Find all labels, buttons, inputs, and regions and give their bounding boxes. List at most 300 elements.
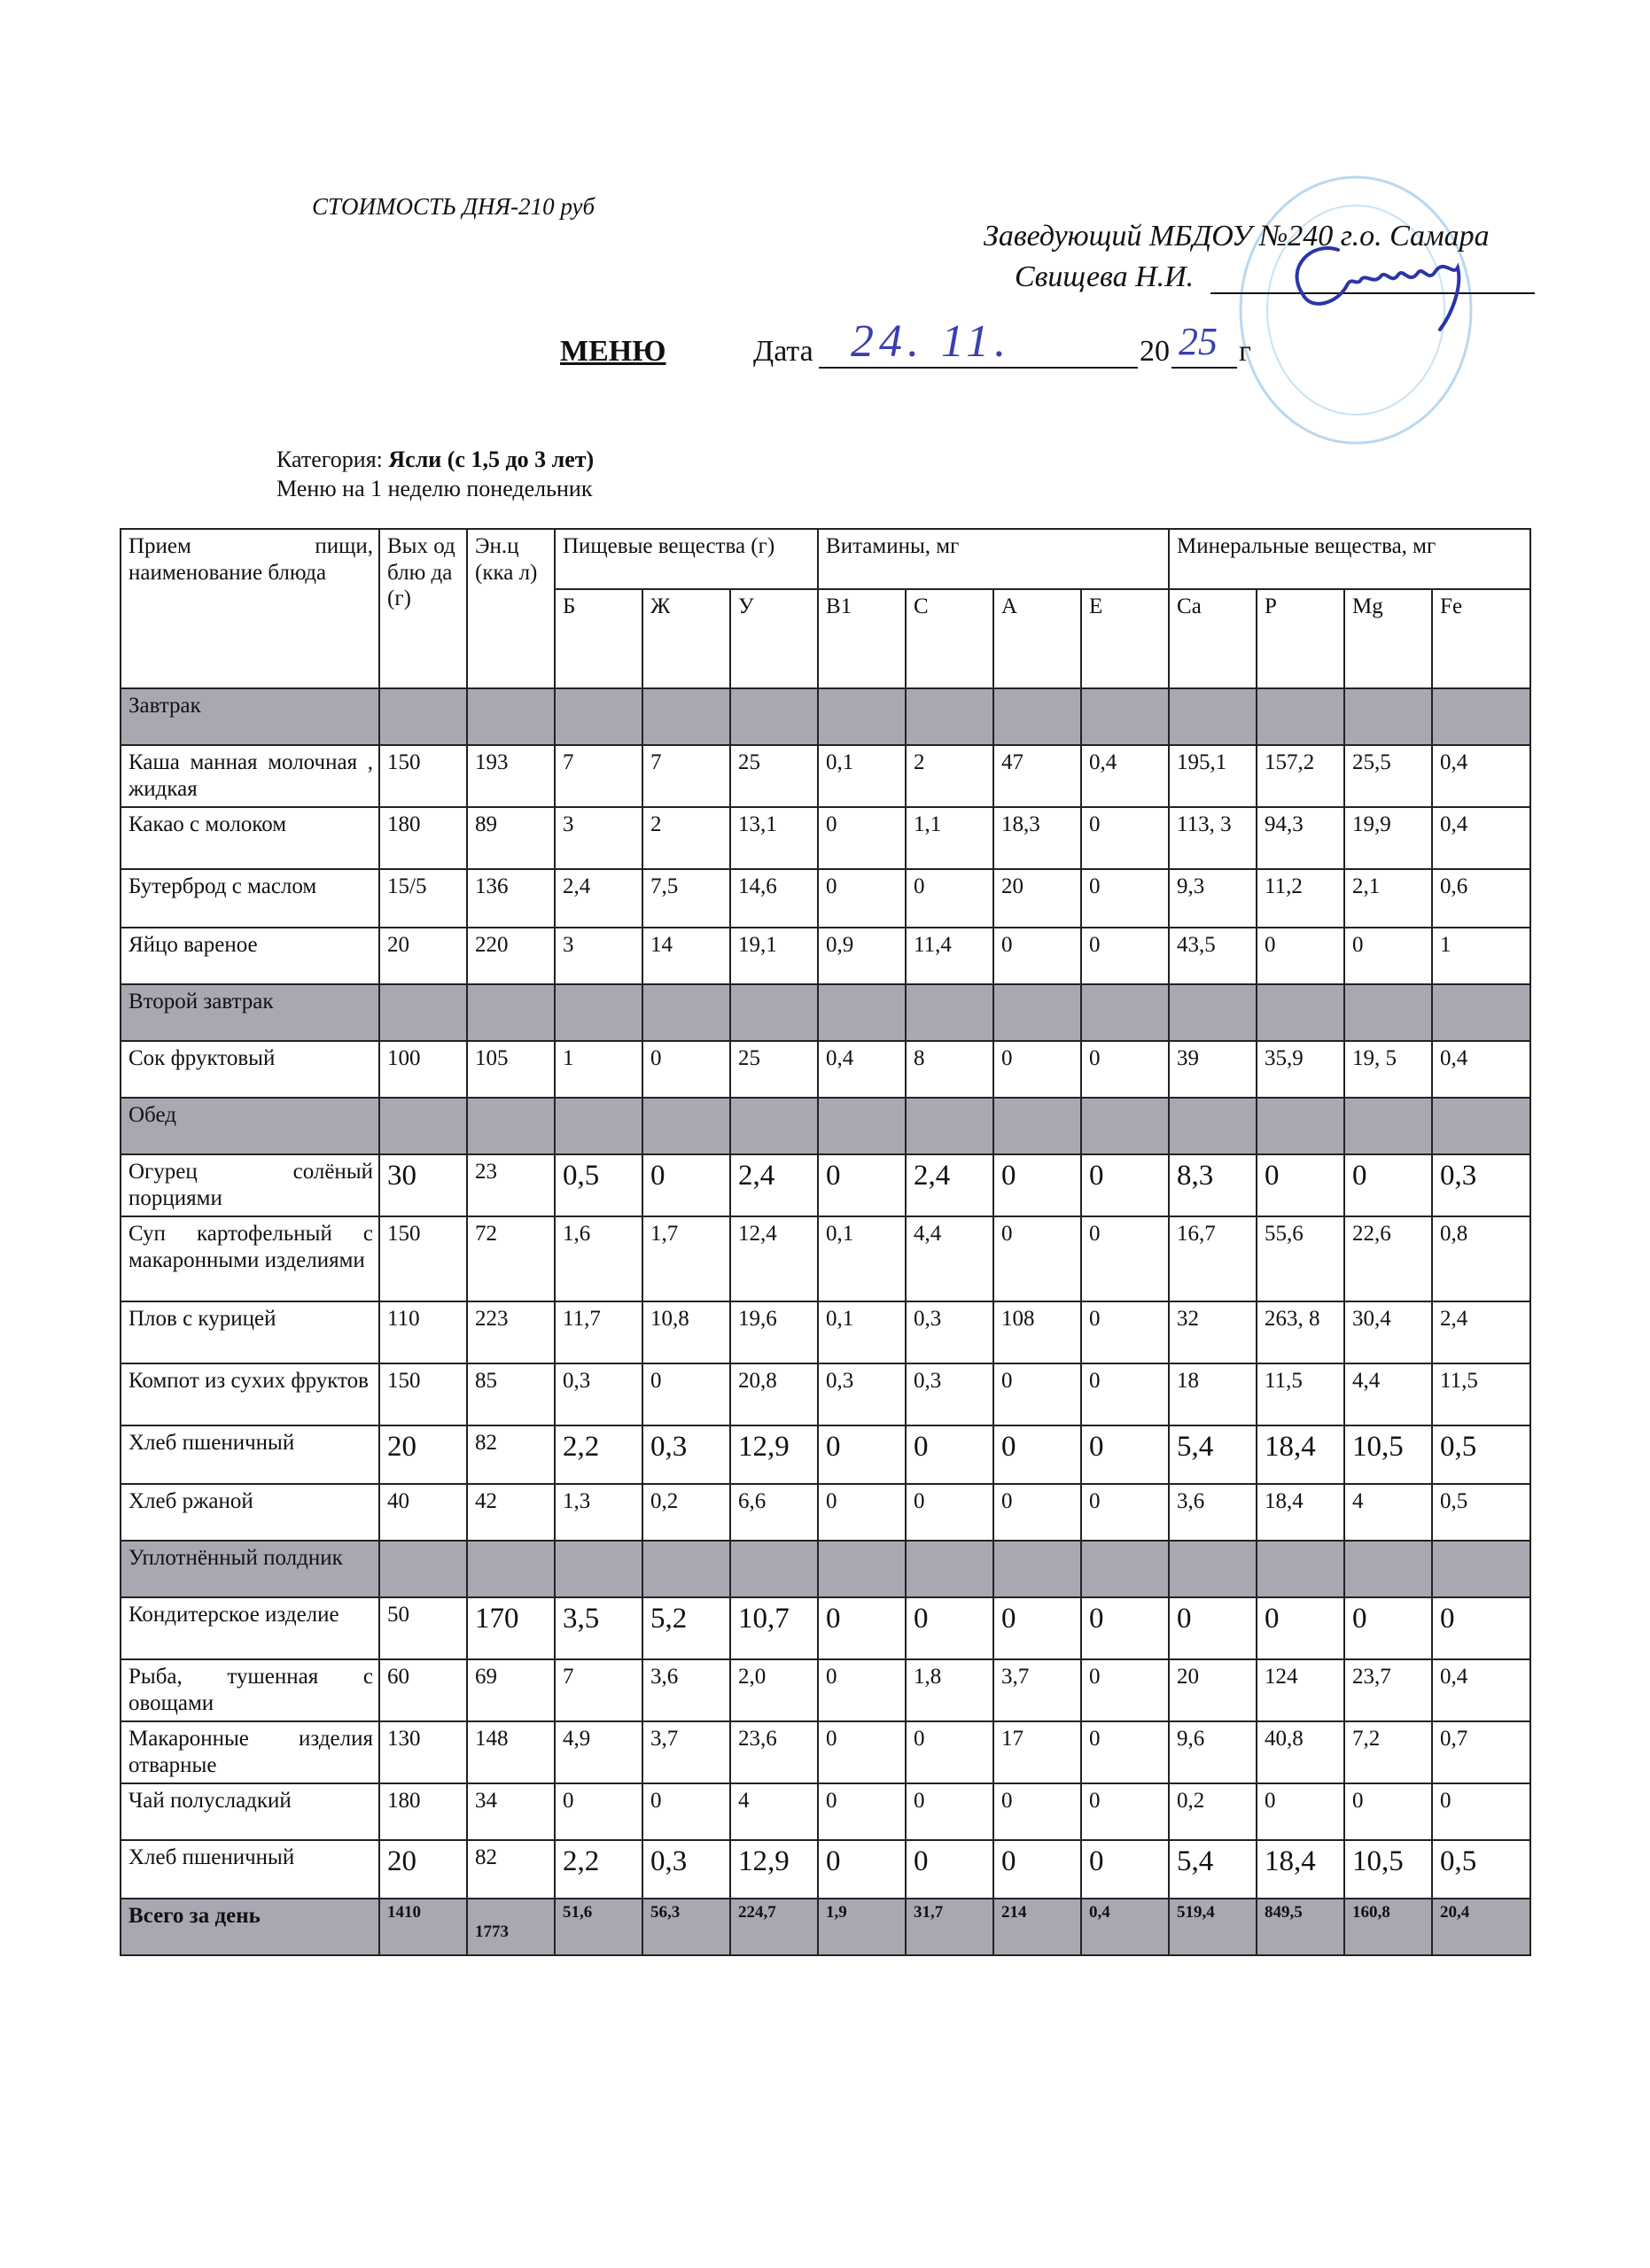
subheader-cell: Ж — [642, 589, 730, 688]
value-cell: 195,1 — [1169, 745, 1257, 807]
table-row — [121, 1363, 1530, 1425]
header-nutrients: Пищевые вещества (г) — [555, 529, 818, 589]
value-cell: 11,4 — [906, 928, 993, 984]
section-cell — [1432, 688, 1530, 745]
value-cell: 0 — [1344, 1783, 1432, 1840]
value-cell: 136 — [467, 869, 555, 928]
value-cell: 0,4 — [1432, 807, 1530, 869]
value-cell: 18,4 — [1257, 1484, 1344, 1541]
section-cell — [818, 1541, 906, 1597]
value-cell: 0 — [642, 1041, 730, 1098]
value-cell: 1,6 — [555, 1216, 642, 1301]
dish-name: Плов с курицей — [121, 1301, 379, 1363]
value-cell: 3,7 — [642, 1721, 730, 1783]
value-cell: 7,5 — [642, 869, 730, 928]
value-cell: 0,2 — [642, 1484, 730, 1541]
week-line: Меню на 1 неделю понедельник — [276, 476, 593, 501]
value-cell: 3,5 — [555, 1597, 642, 1659]
value-cell: 18,4 — [1257, 1840, 1344, 1899]
value-cell: 0 — [906, 1721, 993, 1783]
value-cell: 0 — [818, 1484, 906, 1541]
value-cell: 47 — [993, 745, 1081, 807]
value-cell: 0 — [1081, 1659, 1169, 1721]
value-cell: 4,4 — [1344, 1363, 1432, 1425]
value-cell: 23 — [467, 1154, 555, 1216]
value-cell: 20 — [379, 1425, 467, 1484]
value-cell: 2,1 — [1344, 869, 1432, 928]
value-cell: 32 — [1169, 1301, 1257, 1363]
total-cell: 519,4 — [1169, 1899, 1257, 1955]
section-cell — [642, 1541, 730, 1597]
value-cell: 14 — [642, 928, 730, 984]
value-cell: 1 — [555, 1041, 642, 1098]
table-row — [121, 1721, 1530, 1783]
section-cell — [379, 984, 467, 1041]
value-cell: 0,1 — [818, 745, 906, 807]
value-cell: 12,9 — [730, 1840, 818, 1899]
section-cell — [1081, 1541, 1169, 1597]
value-cell: 20 — [1169, 1659, 1257, 1721]
value-cell: 0,4 — [818, 1041, 906, 1098]
value-cell: 72 — [467, 1216, 555, 1301]
value-cell: 5,2 — [642, 1597, 730, 1659]
section-row — [121, 688, 1530, 745]
table-row — [121, 1840, 1530, 1899]
value-cell: 94,3 — [1257, 807, 1344, 869]
section-cell — [379, 1541, 467, 1597]
section-title: Уплотнённый полдник — [121, 1541, 379, 1597]
value-cell: 19,6 — [730, 1301, 818, 1363]
subheader-cell: B1 — [818, 589, 906, 688]
section-cell — [1169, 984, 1257, 1041]
value-cell: 85 — [467, 1363, 555, 1425]
section-cell — [467, 1541, 555, 1597]
value-cell: 180 — [379, 807, 467, 869]
value-cell: 150 — [379, 745, 467, 807]
value-cell: 20 — [993, 869, 1081, 928]
value-cell: 40 — [379, 1484, 467, 1541]
value-cell: 23,6 — [730, 1721, 818, 1783]
total-cell: 214 — [993, 1899, 1081, 1955]
value-cell: 0,5 — [1432, 1425, 1530, 1484]
section-cell — [555, 1098, 642, 1154]
total-cell: 1410 — [379, 1899, 467, 1955]
value-cell: 0,3 — [818, 1363, 906, 1425]
section-cell — [1169, 688, 1257, 745]
value-cell: 0 — [993, 1425, 1081, 1484]
dish-name: Яйцо вареное — [121, 928, 379, 984]
value-cell: 0 — [1344, 1597, 1432, 1659]
subheader-cell: Fe — [1432, 589, 1530, 688]
value-cell: 39 — [1169, 1041, 1257, 1098]
dish-name: Компот из сухих фруктов — [121, 1363, 379, 1425]
value-cell: 1,1 — [906, 807, 993, 869]
value-cell: 7,2 — [1344, 1721, 1432, 1783]
section-cell — [818, 1098, 906, 1154]
section-cell — [1432, 1541, 1530, 1597]
total-cell: 20,4 — [1432, 1899, 1530, 1955]
value-cell: 69 — [467, 1659, 555, 1721]
day-cost: СТОИМОСТЬ ДНЯ-210 руб — [312, 193, 595, 220]
menu-table — [120, 528, 1531, 1956]
value-cell: 0 — [1081, 1840, 1169, 1899]
section-cell — [906, 688, 993, 745]
value-cell: 11,2 — [1257, 869, 1344, 928]
year-prefix: 20 — [1140, 335, 1170, 368]
section-cell — [555, 688, 642, 745]
value-cell: 2 — [642, 807, 730, 869]
subheader-cell: Ca — [1169, 589, 1257, 688]
value-cell: 16,7 — [1169, 1216, 1257, 1301]
value-cell: 0 — [1081, 1484, 1169, 1541]
value-cell: 22,6 — [1344, 1216, 1432, 1301]
header-energy: Эн.ц (кка л) — [467, 529, 555, 688]
value-cell: 223 — [467, 1301, 555, 1363]
header-dish: Прием пищи, наименование блюда — [121, 529, 379, 688]
section-cell — [1344, 984, 1432, 1041]
section-cell — [555, 984, 642, 1041]
value-cell: 0 — [818, 1783, 906, 1840]
section-cell — [467, 688, 555, 745]
section-cell — [1432, 984, 1530, 1041]
total-cell: 1,9 — [818, 1899, 906, 1955]
table-row — [121, 1783, 1530, 1840]
value-cell: 11,5 — [1257, 1363, 1344, 1425]
value-cell: 2,2 — [555, 1840, 642, 1899]
value-cell: 20,8 — [730, 1363, 818, 1425]
value-cell: 0 — [906, 1597, 993, 1659]
value-cell: 40,8 — [1257, 1721, 1344, 1783]
dish-name: Сок фруктовый — [121, 1041, 379, 1098]
subheader-cell: A — [993, 589, 1081, 688]
signature-mark — [1276, 232, 1489, 338]
table-row — [121, 1425, 1530, 1484]
value-cell: 0,7 — [1432, 1721, 1530, 1783]
value-cell: 0,1 — [818, 1216, 906, 1301]
value-cell: 0 — [1081, 1154, 1169, 1216]
subheader-cell: C — [906, 589, 993, 688]
section-cell — [1081, 688, 1169, 745]
value-cell: 0 — [993, 1154, 1081, 1216]
total-cell: 0,4 — [1081, 1899, 1169, 1955]
value-cell: 7 — [642, 745, 730, 807]
section-cell — [1257, 984, 1344, 1041]
year-underline — [1171, 367, 1237, 369]
category-label: Категория: — [276, 447, 383, 472]
value-cell: 0 — [818, 1425, 906, 1484]
value-cell: 10,8 — [642, 1301, 730, 1363]
total-cell: 849,5 — [1257, 1899, 1344, 1955]
section-cell — [730, 1541, 818, 1597]
value-cell: 0,3 — [906, 1363, 993, 1425]
approval-line-2: Свищева Н.И. — [1015, 260, 1195, 293]
value-cell: 3,6 — [642, 1659, 730, 1721]
value-cell: 0,3 — [555, 1363, 642, 1425]
value-cell: 8 — [906, 1041, 993, 1098]
value-cell: 43,5 — [1169, 928, 1257, 984]
value-cell: 0 — [1081, 1425, 1169, 1484]
value-cell: 0,9 — [818, 928, 906, 984]
subheader-cell: P — [1257, 589, 1344, 688]
section-cell — [1169, 1098, 1257, 1154]
section-cell — [642, 688, 730, 745]
value-cell: 19,1 — [730, 928, 818, 984]
value-cell: 3,7 — [993, 1659, 1081, 1721]
value-cell: 0 — [818, 807, 906, 869]
dish-name: Макаронные изделия отварные — [121, 1721, 379, 1783]
section-cell — [993, 984, 1081, 1041]
subheader-cell: У — [730, 589, 818, 688]
value-cell: 0 — [906, 1783, 993, 1840]
value-cell: 23,7 — [1344, 1659, 1432, 1721]
section-cell — [993, 1098, 1081, 1154]
table-row — [121, 1301, 1530, 1363]
value-cell: 0,3 — [642, 1425, 730, 1484]
value-cell: 0 — [555, 1783, 642, 1840]
value-cell: 0 — [1081, 807, 1169, 869]
value-cell: 0 — [642, 1783, 730, 1840]
value-cell: 2,4 — [906, 1154, 993, 1216]
section-row — [121, 1541, 1530, 1597]
value-cell: 0 — [1081, 1041, 1169, 1098]
value-cell: 5,4 — [1169, 1840, 1257, 1899]
value-cell: 1 — [1432, 928, 1530, 984]
value-cell: 0 — [1081, 1363, 1169, 1425]
value-cell: 2,4 — [1432, 1301, 1530, 1363]
total-cell: 224,7 — [730, 1899, 818, 1955]
value-cell: 12,4 — [730, 1216, 818, 1301]
table-row — [121, 807, 1530, 869]
value-cell: 0,4 — [1432, 1041, 1530, 1098]
value-cell: 18,4 — [1257, 1425, 1344, 1484]
value-cell: 0 — [1081, 1721, 1169, 1783]
section-cell — [1344, 1541, 1432, 1597]
value-cell: 0 — [1081, 1783, 1169, 1840]
value-cell: 35,9 — [1257, 1041, 1344, 1098]
value-cell: 25 — [730, 1041, 818, 1098]
category-value: Ясли (с 1,5 до 3 лет) — [388, 447, 595, 472]
section-cell — [642, 1098, 730, 1154]
dish-name: Бутерброд с маслом — [121, 869, 379, 928]
table-row — [121, 745, 1530, 807]
dish-name: Хлеб ржаной — [121, 1484, 379, 1541]
section-cell — [1344, 1098, 1432, 1154]
value-cell: 0 — [993, 1484, 1081, 1541]
value-cell: 0,5 — [1432, 1484, 1530, 1541]
value-cell: 0 — [1081, 1216, 1169, 1301]
total-cell: 56,3 — [642, 1899, 730, 1955]
subheader-cell: Б — [555, 589, 642, 688]
value-cell: 4 — [1344, 1484, 1432, 1541]
value-cell: 0 — [993, 1783, 1081, 1840]
value-cell: 42 — [467, 1484, 555, 1541]
value-cell: 157,2 — [1257, 745, 1344, 807]
value-cell: 0,6 — [1432, 869, 1530, 928]
value-cell: 30,4 — [1344, 1301, 1432, 1363]
value-cell: 19,9 — [1344, 807, 1432, 869]
section-cell — [906, 1098, 993, 1154]
value-cell: 0 — [818, 1721, 906, 1783]
value-cell: 113, 3 — [1169, 807, 1257, 869]
value-cell: 11,5 — [1432, 1363, 1530, 1425]
value-cell: 0 — [993, 1840, 1081, 1899]
value-cell: 0 — [818, 1154, 906, 1216]
date-handwritten: 24. 11. — [851, 316, 1012, 367]
section-cell — [730, 984, 818, 1041]
dish-name: Хлеб пшеничный — [121, 1840, 379, 1899]
value-cell: 0 — [993, 1216, 1081, 1301]
value-cell: 55,6 — [1257, 1216, 1344, 1301]
value-cell: 19, 5 — [1344, 1041, 1432, 1098]
dish-name: Рыба, тушенная с овощами — [121, 1659, 379, 1721]
value-cell: 0 — [818, 1597, 906, 1659]
value-cell: 3 — [555, 928, 642, 984]
section-cell — [1344, 688, 1432, 745]
value-cell: 18,3 — [993, 807, 1081, 869]
value-cell: 4 — [730, 1783, 818, 1840]
value-cell: 82 — [467, 1425, 555, 1484]
section-cell — [379, 1098, 467, 1154]
table-row — [121, 1484, 1530, 1541]
approval-line-1: Заведующий МБДОУ №240 г.о. Самара — [984, 220, 1490, 252]
value-cell: 0,5 — [1432, 1840, 1530, 1899]
value-cell: 0,1 — [818, 1301, 906, 1363]
section-cell — [1257, 1098, 1344, 1154]
value-cell: 4,4 — [906, 1216, 993, 1301]
value-cell: 15/5 — [379, 869, 467, 928]
value-cell: 0 — [906, 1484, 993, 1541]
value-cell: 0 — [906, 869, 993, 928]
value-cell: 3 — [555, 807, 642, 869]
value-cell: 0 — [1257, 928, 1344, 984]
section-cell — [1257, 1541, 1344, 1597]
value-cell: 18 — [1169, 1363, 1257, 1425]
value-cell: 0 — [1081, 928, 1169, 984]
total-row — [121, 1899, 1530, 1955]
section-row — [121, 984, 1530, 1041]
value-cell: 0,3 — [642, 1840, 730, 1899]
value-cell: 0,4 — [1432, 745, 1530, 807]
value-cell: 150 — [379, 1216, 467, 1301]
value-cell: 0,5 — [555, 1154, 642, 1216]
value-cell: 0 — [1344, 1154, 1432, 1216]
value-cell: 0 — [818, 869, 906, 928]
section-cell — [467, 1098, 555, 1154]
value-cell: 0,3 — [906, 1301, 993, 1363]
value-cell: 6,6 — [730, 1484, 818, 1541]
value-cell: 10,7 — [730, 1597, 818, 1659]
header-yield: Вых од блю да (г) — [379, 529, 467, 688]
value-cell: 0 — [1257, 1154, 1344, 1216]
value-cell: 5,4 — [1169, 1425, 1257, 1484]
value-cell: 9,3 — [1169, 869, 1257, 928]
value-cell: 17 — [993, 1721, 1081, 1783]
value-cell: 148 — [467, 1721, 555, 1783]
section-cell — [1081, 1098, 1169, 1154]
header-vitamins: Витамины, мг — [818, 529, 1169, 589]
section-title: Завтрак — [121, 688, 379, 745]
table-row — [121, 928, 1530, 984]
value-cell: 2 — [906, 745, 993, 807]
value-cell: 0 — [1081, 1301, 1169, 1363]
value-cell: 2,4 — [555, 869, 642, 928]
value-cell: 0 — [1169, 1597, 1257, 1659]
value-cell: 0 — [1081, 1597, 1169, 1659]
total-cell: 1773 — [467, 1899, 555, 1955]
value-cell: 82 — [467, 1840, 555, 1899]
value-cell: 50 — [379, 1597, 467, 1659]
value-cell: 25 — [730, 745, 818, 807]
value-cell: 9,6 — [1169, 1721, 1257, 1783]
total-label: Всего за день — [121, 1899, 379, 1955]
value-cell: 0 — [906, 1425, 993, 1484]
dish-name: Каша манная молочная , жидкая — [121, 745, 379, 807]
value-cell: 0 — [818, 1659, 906, 1721]
value-cell: 7 — [555, 745, 642, 807]
section-cell — [993, 688, 1081, 745]
table-row — [121, 1154, 1530, 1216]
value-cell: 0 — [642, 1154, 730, 1216]
value-cell: 0 — [1432, 1783, 1530, 1840]
value-cell: 7 — [555, 1659, 642, 1721]
section-cell — [467, 984, 555, 1041]
value-cell: 0 — [1081, 869, 1169, 928]
table-row — [121, 1659, 1530, 1721]
value-cell: 34 — [467, 1783, 555, 1840]
section-cell — [993, 1541, 1081, 1597]
value-cell: 193 — [467, 745, 555, 807]
subheader-cell: E — [1081, 589, 1169, 688]
value-cell: 1,8 — [906, 1659, 993, 1721]
value-cell: 0 — [1257, 1597, 1344, 1659]
section-cell — [906, 984, 993, 1041]
date-label: Дата — [753, 335, 813, 368]
section-cell — [1257, 688, 1344, 745]
value-cell: 10,5 — [1344, 1840, 1432, 1899]
value-cell: 220 — [467, 928, 555, 984]
section-cell — [906, 1541, 993, 1597]
dish-name: Кондитерское изделие — [121, 1597, 379, 1659]
section-cell — [730, 1098, 818, 1154]
value-cell: 4,9 — [555, 1721, 642, 1783]
value-cell: 0,4 — [1081, 745, 1169, 807]
dish-name: Суп картофельный с макаронными изделиями — [121, 1216, 379, 1301]
value-cell: 100 — [379, 1041, 467, 1098]
value-cell: 124 — [1257, 1659, 1344, 1721]
section-cell — [642, 984, 730, 1041]
value-cell: 3,6 — [1169, 1484, 1257, 1541]
section-cell — [730, 688, 818, 745]
value-cell: 0,2 — [1169, 1783, 1257, 1840]
section-cell — [818, 984, 906, 1041]
total-cell: 51,6 — [555, 1899, 642, 1955]
value-cell: 1,3 — [555, 1484, 642, 1541]
value-cell: 108 — [993, 1301, 1081, 1363]
value-cell: 263, 8 — [1257, 1301, 1344, 1363]
value-cell: 2,2 — [555, 1425, 642, 1484]
value-cell: 0 — [993, 1041, 1081, 1098]
value-cell: 0 — [818, 1840, 906, 1899]
total-cell: 31,7 — [906, 1899, 993, 1955]
section-title: Обед — [121, 1098, 379, 1154]
value-cell: 2,4 — [730, 1154, 818, 1216]
value-cell: 105 — [467, 1041, 555, 1098]
value-cell: 110 — [379, 1301, 467, 1363]
value-cell: 0 — [1344, 928, 1432, 984]
value-cell: 2,0 — [730, 1659, 818, 1721]
value-cell: 12,9 — [730, 1425, 818, 1484]
dish-name: Чай полусладкий — [121, 1783, 379, 1840]
